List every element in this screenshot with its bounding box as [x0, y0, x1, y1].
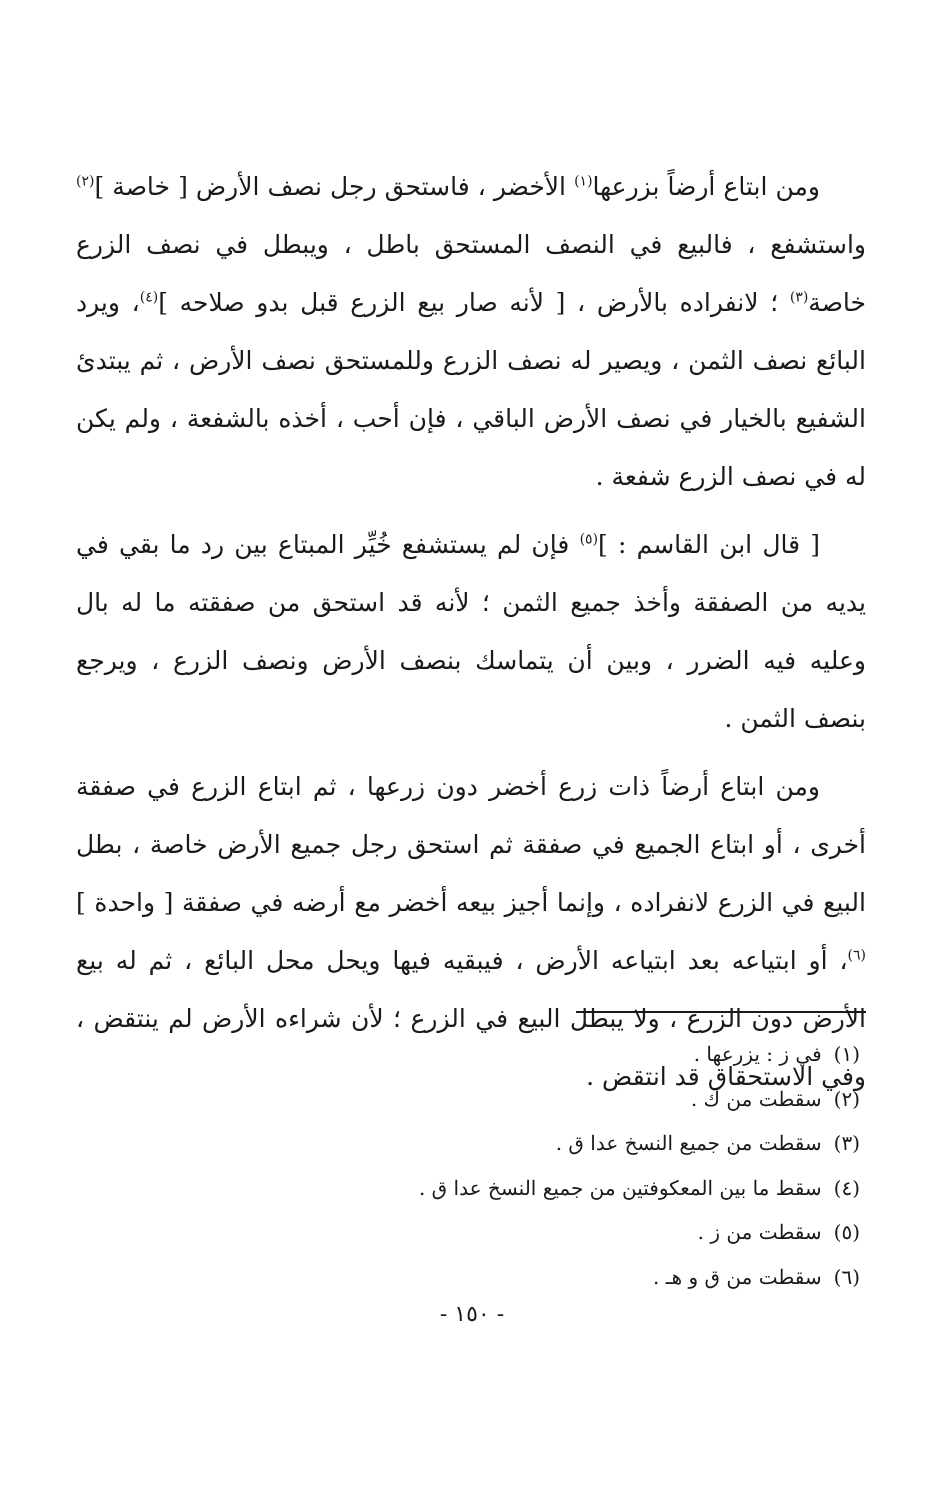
footnote-separator — [576, 1011, 866, 1013]
main-text — [76, 158, 866, 1106]
text-run: واستشفع ، فالبيع في النصف المستحق باطل ، ويبطل في نصف الزرع خاصة — [76, 230, 866, 317]
text-run: ومن ابتاع أرضاً ذات زرع أخضر دون زرعها ، ثم ابتاع الزرع في صفقة أخرى ، أو ابتاع الجميع في صفقة ثم استحق رجل جميع الأرض خاصة ، بطل البيع في الزرع لانفراده ، وإنما أجيز بيعه أخضر مع أرضه في صفقة [ واحدة ] — [76, 772, 866, 917]
text-run: الأخضر ، فاستحق رجل نصف الأرض [ خاصة ] — [94, 172, 575, 201]
text-run: فإن لم يستشفع خُيِّر المبتاع بين رد ما بقي في يديه من الصفقة وأخذ جميع الثمن ؛ لأنه قد استحق من صفقته ما له بال وعليه فيه الضرر ، وبين أن يتماسك بنصف الأرض ونصف الزرع ، ويرجع بنصف الثمن . — [76, 530, 866, 733]
footnote-item — [100, 1255, 860, 1300]
footnote-number: (٤) — [833, 1175, 860, 1200]
footnote-marker: (٢) — [76, 173, 95, 190]
footnote-number: (٢) — [833, 1086, 860, 1111]
footnote-item — [100, 1121, 860, 1166]
footnote-marker: (٦) — [847, 947, 866, 964]
footnote-marker: (١) — [574, 173, 593, 190]
footnote-number: (١) — [833, 1042, 860, 1066]
text-run: ؛ لانفراده بالأرض ، [ لأنه صار بيع الزرع قبل بدو صلاحه ] — [158, 288, 790, 317]
footnote-item — [100, 1166, 860, 1211]
paragraph-2 — [76, 516, 866, 748]
footnote-number: (٦) — [833, 1264, 860, 1289]
footnote-item — [100, 1077, 860, 1122]
page-number: - ١٥٠ - — [439, 1302, 505, 1327]
footnote-text: سقط ما بين المعكوفتين من جميع النسخ عدا ق . — [418, 1175, 822, 1200]
footnote-marker: (٣) — [789, 289, 809, 306]
footnote-number: (٥) — [833, 1220, 860, 1244]
footnote-text: سقطت من ز . — [697, 1220, 822, 1244]
footnote-number: (٣) — [833, 1131, 860, 1155]
footnote-marker: (٤) — [139, 289, 159, 306]
footnote-text: سقطت من ك . — [690, 1086, 822, 1111]
footnote-text: سقطت من جميع النسخ عدا ق . — [555, 1131, 822, 1155]
text-run: ومن ابتاع أرضاً بزرعها — [592, 172, 820, 201]
footnote-item — [100, 1032, 860, 1077]
footnote-marker: (٥) — [579, 531, 599, 548]
text-run: ، أو ابتياعه بعد ابتياعه الأرض ، فيبقيه فيها ويحل محل البائع ، ثم له بيع الأرض دون الزرع ، ولا يبطل البيع في الزرع ؛ لأن شراءه الأرض لم ينتقض ، وفي الاستحقاق قد انتقض . — [76, 946, 866, 1091]
text-run: ، ويرد البائع نصف الثمن ، ويصير له نصف الزرع وللمستحق نصف الأرض ، ثم يبتدئ الشفيع بالخيار في نصف الأرض الباقي ، فإن أحب ، أخذه بالشفعة ، ولم يكن له في نصف الزرع شفعة . — [76, 288, 866, 491]
text-run: [ قال ابن القاسم : ] — [598, 530, 820, 559]
footnote-text: سقطت من ق و هـ . — [653, 1264, 822, 1289]
paragraph-1 — [76, 158, 866, 506]
footnote-text: في ز : يزرعها . — [693, 1042, 822, 1066]
footnotes-list — [100, 1032, 860, 1299]
footnote-item — [100, 1210, 860, 1255]
